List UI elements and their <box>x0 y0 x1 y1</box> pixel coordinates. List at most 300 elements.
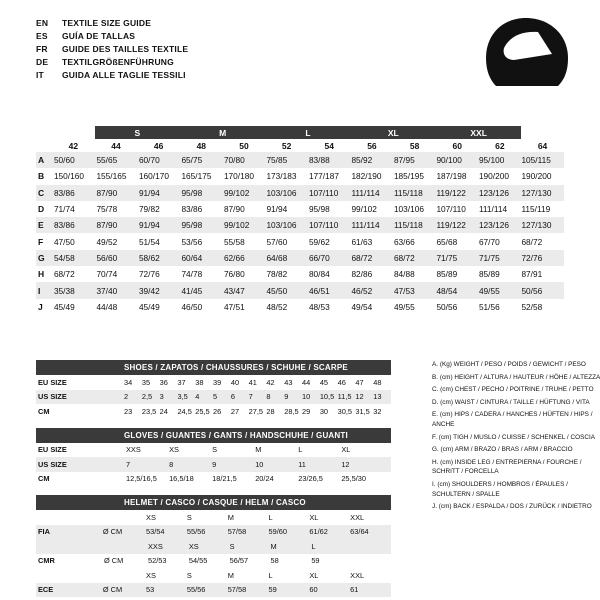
table-cell: 28 <box>266 406 275 416</box>
table-cell: 95/98 <box>181 187 203 198</box>
table-cell: 66/70 <box>308 252 330 263</box>
table-row <box>36 233 564 249</box>
table-cell: 68/72 <box>53 269 75 280</box>
table-cell: 10 <box>255 459 264 469</box>
table-cell: 12 <box>355 392 364 402</box>
table-cell: 48/54 <box>436 285 458 296</box>
table-cell: 47/50 <box>53 236 75 247</box>
table-cell: 2 <box>124 392 129 402</box>
size-band-s: S <box>95 126 180 139</box>
table-cell: 5 <box>213 392 218 402</box>
table-cell: 119/122 <box>436 187 466 198</box>
helmet-standard-label: CMR <box>38 556 55 566</box>
table-cell: 54/58 <box>53 252 75 263</box>
table-cell: 173/183 <box>266 171 297 182</box>
table-cell: 47/53 <box>393 285 415 296</box>
size-number: 52 <box>281 140 292 151</box>
table-cell: 34 <box>124 377 133 387</box>
row-label: US SIZE <box>38 459 67 469</box>
table-cell: 45/49 <box>53 301 75 312</box>
table-cell: 53/56 <box>181 236 203 247</box>
legend-item: D. (cm) WAIST / CINTURA / TAILLE / HÜFTUNG / VITA <box>432 398 590 406</box>
helmet-size-header: XL <box>309 512 319 522</box>
table-row <box>36 217 564 233</box>
row-cells <box>124 378 391 387</box>
table-cell: 49/52 <box>96 236 118 247</box>
table-cell: 95/100 <box>478 155 505 166</box>
table-cell: 55/65 <box>96 155 118 166</box>
helmet-unit: Ø CM <box>102 527 123 537</box>
row-label: CM <box>38 406 50 416</box>
table-row <box>36 282 564 298</box>
table-row <box>36 168 564 184</box>
helmet-header-row <box>36 510 391 525</box>
table-cell: 11 <box>298 459 306 469</box>
table-cell: XXS <box>126 445 141 455</box>
table-cell: 48/52 <box>266 301 288 312</box>
language-title: TEXTILGRÖßENFÜHRUNG <box>62 57 174 68</box>
table-cell: 75/78 <box>96 204 118 215</box>
table-cell: 75/85 <box>266 155 288 166</box>
spacer <box>36 419 391 428</box>
table-cell: 9 <box>212 459 217 469</box>
helmet-size-header: XS <box>188 541 199 551</box>
table-cell: 28,5 <box>284 406 299 416</box>
table-cell: 107/110 <box>308 220 339 231</box>
legend-item: F. (cm) TIGH / MUSLO / CUISSE / SCHENKEL / COSCIA <box>432 433 595 441</box>
size-band-l: L <box>265 126 350 139</box>
row-cells <box>146 585 391 594</box>
table-row <box>36 152 564 168</box>
table-cell: 50/56 <box>521 285 543 296</box>
table-cell: 68/72 <box>393 252 415 263</box>
gloves-row <box>36 472 391 487</box>
table-cell: 26 <box>213 406 222 416</box>
row-label: G <box>38 252 45 263</box>
size-number: 44 <box>111 140 121 151</box>
table-cell: 44/48 <box>96 301 118 312</box>
table-cell: 85/92 <box>351 155 373 166</box>
table-cell: 83/86 <box>53 187 75 198</box>
legend-item: E. (cm) HIPS / CADERA / HANCHES / HÜFTEN / HIPS / ANCHE <box>432 411 593 428</box>
shoes-title: SHOES / ZAPATOS / CHAUSSURES / SCHUHE / SCARPE <box>36 360 391 375</box>
table-cell: 36 <box>159 377 168 387</box>
table-cell: 182/190 <box>351 171 382 182</box>
table-cell: 47 <box>355 377 364 387</box>
table-cell: 41 <box>248 377 257 387</box>
table-cell: 45 <box>319 377 329 387</box>
helmet-size-header: M <box>227 512 234 522</box>
table-cell: 59/60 <box>268 527 288 537</box>
helmet-size-header: S <box>186 570 192 580</box>
table-cell: S <box>212 445 218 455</box>
table-cell: M <box>255 445 262 455</box>
table-cell: 72/76 <box>521 252 543 263</box>
table-cell: 71/75 <box>436 252 458 263</box>
row-label: H <box>38 269 45 280</box>
language-title: GUIDE DES TAILLES TEXTILE <box>62 44 189 55</box>
table-cell: 91/94 <box>138 220 160 231</box>
table-cell: 155/165 <box>96 171 127 182</box>
language-code: ES <box>36 31 48 42</box>
helmet-size-header: XS <box>146 512 156 522</box>
row-cells <box>146 513 391 522</box>
row-label: C <box>38 187 45 198</box>
table-cell: 7 <box>248 392 253 402</box>
table-cell: 56/60 <box>96 252 118 263</box>
table-cell: 18/21,5 <box>212 474 237 484</box>
helmet-size-header: S <box>186 512 192 522</box>
helmet-icon <box>480 14 572 99</box>
table-cell: 3 <box>159 392 164 402</box>
language-row <box>36 57 188 67</box>
table-cell: 115/118 <box>393 187 423 198</box>
helmet-size-header: M <box>227 570 234 580</box>
table-cell: 127/130 <box>521 187 552 198</box>
table-cell: 46/50 <box>181 301 203 312</box>
helmet-size-header: XL <box>309 570 319 580</box>
table-cell: 42 <box>266 377 275 387</box>
table-cell: 99/102 <box>351 204 377 215</box>
table-cell: 107/110 <box>308 187 339 198</box>
table-cell: 47/51 <box>223 301 245 312</box>
table-cell: 150/160 <box>53 171 84 182</box>
table-cell: 24 <box>159 406 168 416</box>
table-cell: 46/51 <box>308 285 330 296</box>
size-number: 64 <box>537 140 548 151</box>
row-cells <box>126 445 391 454</box>
table-cell: 51/56 <box>478 301 500 312</box>
size-band-m: M <box>180 126 265 139</box>
helmet-header-row <box>36 539 391 554</box>
row-label: US SIZE <box>38 392 67 402</box>
table-cell: 53/54 <box>146 527 165 537</box>
table-cell: 29 <box>302 406 311 416</box>
legend-item: I. (cm) SHOULDERS / HOMBROS / ÉPAULES / SCHULTERN / SPALLE <box>432 480 568 498</box>
size-number: 60 <box>452 140 462 151</box>
table-cell: 76/80 <box>223 269 245 280</box>
table-cell: 10,5 <box>319 392 335 402</box>
table-cell: 50/60 <box>53 155 75 166</box>
table-cell: 185/195 <box>393 171 424 182</box>
table-cell: 61/62 <box>309 527 328 537</box>
table-cell: 82/86 <box>351 269 373 280</box>
table-cell: 40 <box>230 377 240 387</box>
language-code: EN <box>36 18 49 28</box>
table-cell: 68/72 <box>521 236 543 247</box>
table-cell: 55/56 <box>186 585 206 595</box>
table-cell: 55/56 <box>186 527 206 537</box>
table-cell: 57/58 <box>227 527 247 537</box>
table-cell: 84/88 <box>393 269 415 280</box>
table-cell: 49/54 <box>351 301 373 312</box>
table-cell: 60/70 <box>138 155 160 166</box>
spacer <box>36 486 391 495</box>
table-cell: 37/40 <box>96 285 118 296</box>
table-cell: XS <box>169 445 179 455</box>
table-cell: 35 <box>141 377 151 387</box>
table-cell: 58 <box>270 556 279 566</box>
table-cell: 111/114 <box>478 204 508 215</box>
table-cell: 80/84 <box>308 269 330 280</box>
table-cell: 41/45 <box>181 285 203 296</box>
table-cell: 123/126 <box>478 187 509 198</box>
table-cell: 65/75 <box>181 155 203 166</box>
size-band-xl: XL <box>351 126 436 139</box>
helmet-size-header: XS <box>146 570 156 580</box>
legend-item: A. (Kg) WEIGHT / PESO / POIDS / GEWICHT / PESO <box>432 361 586 368</box>
table-cell: 60/64 <box>181 252 203 263</box>
language-code: IT <box>36 70 44 81</box>
table-cell: 30,5 <box>337 406 352 416</box>
table-cell: 39/42 <box>138 285 160 296</box>
table-cell: 45/50 <box>266 285 288 296</box>
measurement-legend <box>432 360 600 515</box>
table-cell: 115/118 <box>393 220 423 231</box>
table-cell: 53 <box>146 585 155 595</box>
row-cells <box>146 571 391 580</box>
language-code: DE <box>36 57 49 68</box>
table-cell: 25,5/30 <box>341 474 366 484</box>
row-label: B <box>38 171 45 182</box>
table-cell: 12 <box>341 459 350 469</box>
table-cell: L <box>298 445 303 455</box>
table-cell: 8 <box>266 392 271 402</box>
size-number: 48 <box>196 140 207 151</box>
row-label: A <box>38 155 45 166</box>
table-cell: 83/86 <box>53 220 75 231</box>
table-cell: 64/68 <box>266 252 288 263</box>
size-band-xxl: XXL <box>436 126 521 139</box>
table-cell: 23 <box>124 406 133 416</box>
row-cells <box>124 407 391 416</box>
size-number: 62 <box>495 140 505 151</box>
row-label: E <box>38 220 44 231</box>
row-label: J <box>38 301 43 312</box>
table-cell: 35/38 <box>53 285 75 296</box>
size-number: 58 <box>409 140 420 151</box>
table-cell: 70/80 <box>223 155 245 166</box>
table-cell: 16,5/18 <box>169 474 194 484</box>
table-row <box>36 299 564 315</box>
table-cell: 74/78 <box>181 269 203 280</box>
table-cell: 57/58 <box>227 585 247 595</box>
table-cell: 10 <box>302 392 311 402</box>
table-cell: 23,5 <box>141 406 157 416</box>
table-cell: 68/72 <box>351 252 373 263</box>
table-cell: 71/74 <box>53 204 75 215</box>
size-number: 56 <box>367 140 377 151</box>
table-cell: 83/86 <box>181 204 203 215</box>
helmet-size-header: M <box>270 541 277 551</box>
table-cell: 60 <box>309 585 318 595</box>
table-cell: 160/170 <box>138 171 169 182</box>
table-cell: 71/75 <box>478 252 500 263</box>
table-cell: 57/60 <box>266 236 288 247</box>
table-cell: 59 <box>311 556 320 566</box>
table-cell: 127/130 <box>521 220 552 231</box>
table-cell: 63/64 <box>350 527 369 537</box>
table-cell: 39 <box>213 377 222 387</box>
table-cell: 55/58 <box>223 236 245 247</box>
table-cell: 62/66 <box>223 252 245 263</box>
size-number-row <box>36 139 564 152</box>
helmet-title: HELMET / CASCO / CASQUE / HELM / CASCO <box>36 495 391 510</box>
helmet-size-header: XXL <box>350 570 365 580</box>
gloves-row <box>36 443 391 458</box>
table-cell: 85/89 <box>436 269 458 280</box>
size-number: 42 <box>68 140 79 151</box>
legend-item: H. (cm) INSIDE LEG / ENTREPIERNA / FOURCHE / SCHRITT / FORCELLA <box>432 458 582 476</box>
helmet-size-header: XXL <box>350 512 365 522</box>
table-cell: 190/200 <box>478 171 509 182</box>
table-cell: 6 <box>230 392 235 402</box>
table-cell: 52/53 <box>148 556 167 566</box>
table-cell: 27 <box>230 406 240 416</box>
row-cells <box>148 542 391 551</box>
helmet-value-row <box>36 554 391 569</box>
table-cell: 65/68 <box>436 236 458 247</box>
table-cell: 91/94 <box>138 187 160 198</box>
table-cell: 38 <box>195 377 204 387</box>
table-cell: 52/58 <box>521 301 543 312</box>
table-cell: 48/53 <box>308 301 330 312</box>
table-cell: 12,5/16,5 <box>126 474 157 484</box>
table-cell: 7 <box>126 459 131 469</box>
table-cell: XL <box>341 445 351 455</box>
helmet-standard-label: FIA <box>38 527 50 537</box>
table-cell: 99/102 <box>223 220 250 231</box>
table-cell: 46/52 <box>351 285 373 296</box>
table-cell: 37 <box>177 377 186 387</box>
language-row <box>36 70 188 80</box>
table-cell: 83/88 <box>308 155 330 166</box>
gloves-row <box>36 457 391 472</box>
table-cell: 190/200 <box>521 171 552 182</box>
table-cell: 59 <box>268 585 277 595</box>
shoes-row <box>36 390 391 405</box>
table-row <box>36 266 564 282</box>
table-cell: 78/82 <box>266 269 288 280</box>
table-cell: 115/119 <box>521 204 551 215</box>
table-cell: 67/70 <box>478 236 500 247</box>
table-cell: 24,5 <box>177 406 192 416</box>
table-cell: 70/74 <box>96 269 118 280</box>
legend-item: B. (cm) HEIGHT / ALTURA / HAUTEUR / HÖHE / ALTEZZA <box>432 373 600 381</box>
table-cell: 45/49 <box>138 301 160 312</box>
table-cell: 177/187 <box>308 171 339 182</box>
table-cell: 119/122 <box>436 220 466 231</box>
table-cell: 54/55 <box>188 556 208 566</box>
main-size-table <box>36 126 564 315</box>
gloves-title: GLOVES / GUANTES / GANTS / HANDSCHUHE / GUANTI <box>36 428 391 443</box>
helmet-header-row <box>36 568 391 583</box>
table-cell: 170/180 <box>223 171 254 182</box>
table-cell: 103/106 <box>393 204 424 215</box>
table-cell: 25,5 <box>195 406 210 416</box>
table-cell: 51/54 <box>138 236 160 247</box>
table-cell: 50/56 <box>436 301 458 312</box>
table-cell: 61/63 <box>351 236 373 247</box>
table-cell: 91/94 <box>266 204 288 215</box>
helmet-unit: Ø CM <box>102 585 123 595</box>
table-cell: 46 <box>337 377 346 387</box>
language-title: TEXTILE SIZE GUIDE <box>62 18 152 28</box>
table-cell: 103/106 <box>266 220 297 231</box>
table-cell: 31,5 <box>355 406 370 416</box>
table-cell: 99/102 <box>223 187 250 198</box>
row-cells <box>126 460 391 469</box>
table-cell: 87/90 <box>223 204 245 215</box>
table-cell: 105/115 <box>521 155 551 166</box>
table-cell: 32 <box>373 406 382 416</box>
shoes-row <box>36 404 391 419</box>
helmet-size-header: XXS <box>148 541 163 551</box>
table-row <box>36 250 564 266</box>
table-row <box>36 201 564 217</box>
table-row <box>36 185 564 201</box>
table-cell: 44 <box>302 377 311 387</box>
table-cell: 63/66 <box>393 236 415 247</box>
table-cell: 87/90 <box>96 220 118 231</box>
table-cell: 20/24 <box>255 474 274 484</box>
size-band-blank <box>52 126 95 139</box>
table-cell: 72/76 <box>138 269 160 280</box>
helmet-size-header: S <box>229 541 235 551</box>
table-cell: 2,5 <box>141 392 153 402</box>
equipment-tables <box>36 360 391 597</box>
row-label: EU SIZE <box>38 445 67 455</box>
helmet-size-header: L <box>268 512 273 522</box>
helmet-size-header: L <box>268 570 273 580</box>
table-cell: 9 <box>284 392 289 402</box>
table-cell: 43/47 <box>223 285 245 296</box>
table-cell: 59/62 <box>308 236 330 247</box>
table-cell: 3,5 <box>177 392 188 402</box>
table-cell: 107/110 <box>436 204 466 215</box>
legend-item: J. (cm) BACK / ESPALDA / DOS / ZURÜCK / INDIETRO <box>432 503 592 511</box>
language-row <box>36 44 188 54</box>
legend-item: G. (cm) ARM / BRAZO / BRAS / ARM / BRACCIO <box>432 446 573 454</box>
table-cell: 43 <box>284 377 293 387</box>
helmet-size-header: L <box>311 541 316 551</box>
language-title: GUÍA DE TALLAS <box>62 31 136 42</box>
table-cell: 187/198 <box>436 171 467 182</box>
band-spacer <box>36 126 52 139</box>
table-cell: 165/175 <box>181 171 212 182</box>
table-cell: 87/95 <box>393 155 415 166</box>
table-cell: 30 <box>319 406 329 416</box>
language-title: GUIDA ALLE TAGLIE TESSILI <box>62 70 186 81</box>
row-cells <box>146 527 391 536</box>
table-cell: 95/98 <box>181 220 203 231</box>
row-label: EU SIZE <box>38 377 67 387</box>
table-cell: 4 <box>195 392 200 402</box>
table-cell: 103/106 <box>266 187 297 198</box>
table-cell: 58/62 <box>138 252 160 263</box>
row-label: CM <box>38 474 50 484</box>
size-number: 46 <box>153 140 164 151</box>
table-cell: 56/57 <box>229 556 249 566</box>
helmet-value-row <box>36 583 391 598</box>
helmet-standard-label: ECE <box>38 585 54 595</box>
table-cell: 123/126 <box>478 220 509 231</box>
table-cell: 111/114 <box>351 187 380 198</box>
table-cell: 23/26,5 <box>298 474 323 484</box>
language-code: FR <box>36 44 48 55</box>
helmet-unit: Ø CM <box>104 556 124 566</box>
table-cell: 13 <box>373 392 382 402</box>
